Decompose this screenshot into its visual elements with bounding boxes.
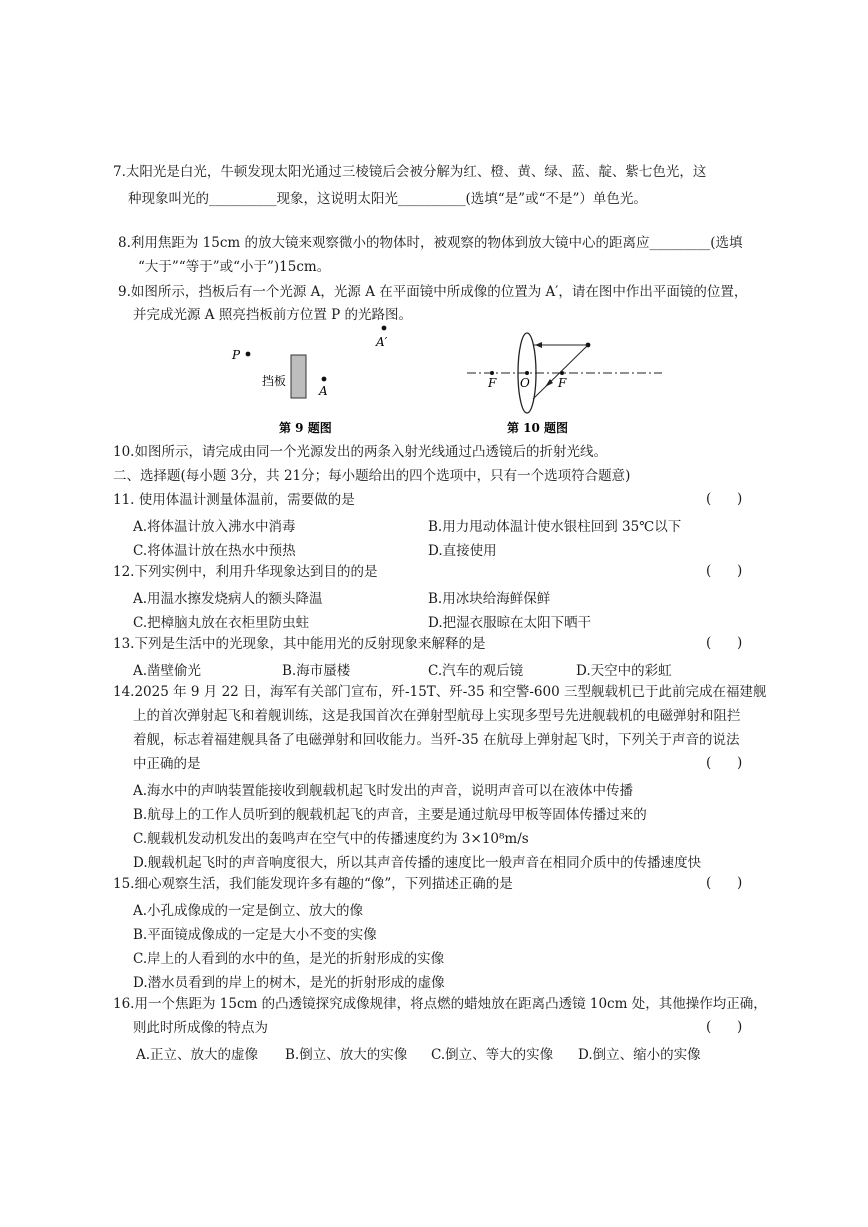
q15-stem: 15.细心观察生活，我们能发现许多有趣的“像”，下列描述正确的是: [113, 876, 513, 892]
q14-answer-blank[interactable]: ( ): [706, 755, 743, 771]
q11-option-b[interactable]: B.用力甩动体温计使水银柱回到 35℃以下: [428, 519, 682, 535]
q11-answer-blank[interactable]: ( ): [706, 491, 743, 507]
q12-option-d[interactable]: D.把湿衣服晾在太阳下晒干: [428, 615, 592, 631]
q13-answer-blank[interactable]: ( ): [706, 635, 743, 651]
q14-line-3: 着舰，标志着福建舰具备了电磁弹射和回收能力。当歼-35 在航母上弹射起飞时，下列关于声音的说法: [133, 732, 740, 748]
fig10-label-f-left: F: [488, 376, 497, 390]
q13-stem: 13.下列是生活中的光现象，其中能用光的反射现象来解释的是: [113, 636, 486, 652]
fig10-ray-through-focus: [533, 345, 588, 399]
q12-option-a[interactable]: A.用温水擦发烧病人的额头降温: [133, 591, 323, 607]
q8-line-1: 8.利用焦距为 15cm 的放大镜来观察微小的物体时，被观察的物体到放大镜中心的距离应_________(选填: [118, 235, 743, 251]
q12-option-c[interactable]: C.把樟脑丸放在衣柜里防虫蛀: [133, 615, 310, 631]
q11-option-d[interactable]: D.直接使用: [428, 543, 497, 559]
q16-line-2: 则此时所成像的特点为: [133, 1020, 268, 1036]
q15-option-d[interactable]: D.潜水员看到的岸上的树木，是光的折射形成的虚像: [133, 975, 445, 991]
fig9-point-a: [322, 377, 327, 382]
q14-option-b[interactable]: B.航母上的工作人员听到的舰载机起飞的声音，主要是通过航母甲板等固体传播过来的: [133, 807, 647, 823]
fig10-point-o: [525, 371, 529, 375]
fig10-label-o: O: [520, 376, 530, 390]
fig9-caption: 第 9 题图: [279, 421, 332, 435]
fig10-ray-horizontal-arrow: [535, 342, 542, 348]
fig9-point-p: [246, 352, 251, 357]
q15-option-c[interactable]: C.岸上的人看到的水中的鱼，是光的折射形成的实像: [133, 951, 445, 967]
fig10-caption: 第 10 题图: [507, 421, 569, 435]
fig10-point-f-left: [490, 371, 494, 375]
q16-answer-blank[interactable]: ( ): [706, 1019, 743, 1035]
q7-line-2: 种现象叫光的__________现象，这说明太阳光__________(选填“是”或“不是”）单色光。: [128, 191, 647, 207]
q13-option-b[interactable]: B.海市蜃楼: [282, 663, 351, 679]
q12-option-b[interactable]: B.用冰块给海鲜保鲜: [428, 591, 551, 607]
q9-line-1: 9.如图所示，挡板后有一个光源 A，光源 A 在平面镜中所成像的位置为 A′，请在图中作出平面镜的位置，: [118, 284, 748, 300]
q16-line-1: 16.用一个焦距为 15cm 的凸透镜探究成像规律，将点燃的蜡烛放在距离凸透镜 10cm 处，其他操作均正确，: [113, 996, 767, 1012]
q15-option-b[interactable]: B.平面镜成像成的一定是大小不变的实像: [133, 927, 377, 943]
fig9-label-a-prime: A′: [376, 335, 388, 349]
q14-option-c[interactable]: C.舰载机发动机发出的轰鸣声在空气中的传播速度约为 3×10⁸m/s: [133, 831, 529, 847]
q16-option-d[interactable]: D.倒立、缩小的实像: [578, 1047, 701, 1063]
q11-option-c[interactable]: C.将体温计放在热水中预热: [133, 543, 296, 559]
q11-option-a[interactable]: A.将体温计放入沸水中消毒: [133, 519, 296, 535]
fig9-board: [291, 355, 306, 398]
q14-line-2: 上的首次弹射起飞和着舰训练，这是我国首次在弹射型航母上实现多型号先进舰载机的电磁弹射和阻拦: [133, 708, 741, 724]
fig9-label-board: 挡板: [262, 374, 287, 388]
q10-line-1: 10.如图所示，请完成由同一个光源发出的两条入射光线通过凸透镜后的折射光线。: [113, 444, 607, 460]
q7-line-1: 7.太阳光是白光，牛顿发现太阳光通过三棱镜后会被分解为红、橙、黄、绿、蓝、靛、紫七色光，这: [113, 164, 707, 180]
fig9-label-a: A: [319, 384, 328, 398]
fig9-label-p: P: [232, 348, 241, 362]
q15-answer-blank[interactable]: ( ): [706, 875, 743, 891]
section-2-heading: 二、选择题(每小题 3分，共 21分；每小题给出的四个选项中，只有一个选项符合题意): [113, 468, 631, 484]
q12-answer-blank[interactable]: ( ): [706, 563, 743, 579]
q16-option-b[interactable]: B.倒立、放大的实像: [285, 1047, 408, 1063]
q13-option-a[interactable]: A.凿壁偷光: [133, 663, 202, 679]
q14-option-a[interactable]: A.海水中的声呐装置能接收到舰载机起飞时发出的声音，说明声音可以在液体中传播: [133, 783, 634, 799]
fig10-label-f-right: F: [558, 376, 567, 390]
q12-stem: 12.下列实例中，利用升华现象达到目的的是: [113, 564, 378, 580]
q16-option-c[interactable]: C.倒立、等大的实像: [431, 1047, 554, 1063]
q14-line-4: 中正确的是: [133, 756, 201, 772]
q16-option-a[interactable]: A.正立、放大的虚像: [136, 1047, 259, 1063]
figures: [0, 320, 868, 440]
q13-option-d[interactable]: D.天空中的彩虹: [576, 663, 672, 679]
q14-option-d[interactable]: D.舰载机起飞时的声音响度很大，所以其声音传播的速度比一般声音在相同介质中的传播速度快: [133, 855, 702, 871]
q15-option-a[interactable]: A.小孔成像成的一定是倒立、放大的像: [133, 903, 364, 919]
q13-option-c[interactable]: C.汽车的观后镜: [428, 663, 524, 679]
q14-line-1: 14.2025 年 9 月 22 日，海军有关部门宣布，歼-15T、歼-35 和空警-600 三型舰载机已于此前完成在福建舰: [113, 684, 767, 700]
figure-9: [231, 326, 388, 435]
q11-stem: 11. 使用体温计测量体温前，需要做的是: [113, 492, 355, 508]
fig9-point-a-prime: [382, 326, 387, 331]
figure-10: [467, 333, 662, 435]
q9-line-2: 并完成光源 A 照亮挡板前方位置 P 的光路图。: [133, 307, 412, 323]
q8-line-2: “大于”“等于”或“小于”)15cm。: [138, 259, 331, 275]
